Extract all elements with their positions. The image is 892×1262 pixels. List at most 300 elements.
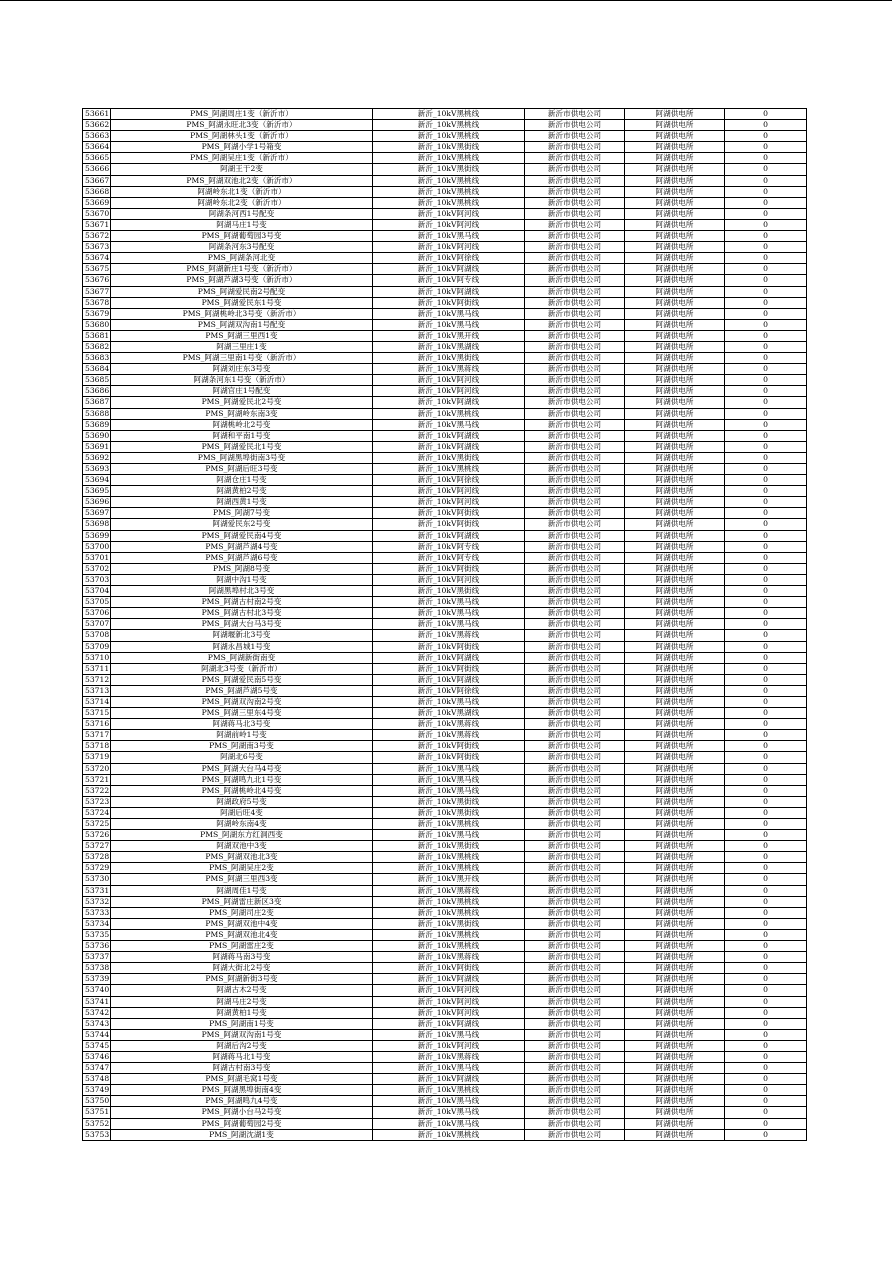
value-cell: 0 — [725, 586, 807, 597]
station-cell: 阿湖供电所 — [625, 763, 725, 774]
row-id-cell: 53725 — [83, 819, 111, 830]
value-cell: 0 — [725, 1129, 807, 1140]
row-id-cell: 53682 — [83, 341, 111, 352]
value-cell: 0 — [725, 364, 807, 375]
company-cell: 新沂市供电公司 — [525, 863, 625, 874]
feeder-line-cell: 新沂_10kV阿河线 — [373, 375, 525, 386]
feeder-line-cell: 新沂_10kV阿河线 — [373, 1007, 525, 1018]
table-row — [83, 841, 807, 852]
value-cell: 0 — [725, 264, 807, 275]
transformer-name-cell: 阿湖双池中3变 — [111, 841, 373, 852]
station-cell: 阿湖供电所 — [625, 985, 725, 996]
company-cell: 新沂市供电公司 — [525, 741, 625, 752]
value-cell: 0 — [725, 541, 807, 552]
table-row — [83, 430, 807, 441]
table-row — [83, 530, 807, 541]
transformer-name-cell: PMS_阿湖雷庄新区3变 — [111, 896, 373, 907]
value-cell: 0 — [725, 386, 807, 397]
company-cell: 新沂市供电公司 — [525, 164, 625, 175]
value-cell: 0 — [725, 1007, 807, 1018]
row-id-cell: 53698 — [83, 519, 111, 530]
feeder-line-cell: 新沂_10kV阿徐线 — [373, 685, 525, 696]
table-row — [83, 785, 807, 796]
row-id-cell: 53674 — [83, 253, 111, 264]
company-cell: 新沂市供电公司 — [525, 663, 625, 674]
row-id-cell: 53701 — [83, 552, 111, 563]
value-cell: 0 — [725, 231, 807, 242]
transformer-name-cell: PMS_阿湖芦湖6号变 — [111, 552, 373, 563]
row-id-cell: 53717 — [83, 730, 111, 741]
company-cell: 新沂市供电公司 — [525, 830, 625, 841]
transformer-name-cell: PMS_阿湖芦湖4号变 — [111, 541, 373, 552]
transformer-name-cell: 阿湖蒋马北1号变 — [111, 1051, 373, 1062]
transformer-name-cell: 阿湖黄柏2号变 — [111, 486, 373, 497]
transformer-name-cell: PMS_阿湖鸣九北1号变 — [111, 774, 373, 785]
transformer-name-cell: 阿湖古村南3号变 — [111, 1063, 373, 1074]
company-cell: 新沂市供电公司 — [525, 907, 625, 918]
station-cell: 阿湖供电所 — [625, 952, 725, 963]
transformer-name-cell: PMS_阿湖桃岭北3号变（新沂市） — [111, 308, 373, 319]
transformer-name-cell: 阿湖岭东北2变（新沂市） — [111, 197, 373, 208]
value-cell: 0 — [725, 896, 807, 907]
company-cell: 新沂市供电公司 — [525, 1074, 625, 1085]
station-cell: 阿湖供电所 — [625, 663, 725, 674]
value-cell: 0 — [725, 974, 807, 985]
value-cell: 0 — [725, 641, 807, 652]
table-row — [83, 219, 807, 230]
company-cell: 新沂市供电公司 — [525, 253, 625, 264]
feeder-line-cell: 新沂_10kV阿河线 — [373, 208, 525, 219]
table-row — [83, 231, 807, 242]
station-cell: 阿湖供电所 — [625, 430, 725, 441]
feeder-line-cell: 新沂_10kV黑桃线 — [373, 907, 525, 918]
station-cell: 阿湖供电所 — [625, 1007, 725, 1018]
feeder-line-cell: 新沂_10kV阿湖线 — [373, 430, 525, 441]
transformer-name-cell: PMS_阿湖林头1变（新沂市） — [111, 131, 373, 142]
feeder-line-cell: 新沂_10kV黑马线 — [373, 785, 525, 796]
station-cell: 阿湖供电所 — [625, 929, 725, 940]
transformer-name-cell: PMS_阿湖岭东南3变 — [111, 408, 373, 419]
table-row — [83, 586, 807, 597]
table-row — [83, 974, 807, 985]
value-cell: 0 — [725, 308, 807, 319]
value-cell: 0 — [725, 286, 807, 297]
transformer-name-cell: PMS_阿湖条河北变 — [111, 253, 373, 264]
station-cell: 阿湖供电所 — [625, 419, 725, 430]
transformer-name-cell: PMS_阿湖吴庄1变（新沂市） — [111, 153, 373, 164]
transformer-name-cell: 阿湖大街北2号变 — [111, 963, 373, 974]
feeder-line-cell: 新沂_10kV黑街线 — [373, 452, 525, 463]
company-cell: 新沂市供电公司 — [525, 197, 625, 208]
station-cell: 阿湖供电所 — [625, 253, 725, 264]
company-cell: 新沂市供电公司 — [525, 785, 625, 796]
value-cell: 0 — [725, 1107, 807, 1118]
table-row — [83, 1107, 807, 1118]
row-id-cell: 53753 — [83, 1129, 111, 1140]
value-cell: 0 — [725, 452, 807, 463]
company-cell: 新沂市供电公司 — [525, 1018, 625, 1029]
table-row — [83, 319, 807, 330]
substation-table — [82, 108, 807, 1141]
value-cell: 0 — [725, 619, 807, 630]
value-cell: 0 — [725, 530, 807, 541]
station-cell: 阿湖供电所 — [625, 475, 725, 486]
table-row — [83, 719, 807, 730]
feeder-line-cell: 新沂_10kV黑桃线 — [373, 819, 525, 830]
value-cell: 0 — [725, 441, 807, 452]
feeder-line-cell: 新沂_10kV黑马线 — [373, 608, 525, 619]
feeder-line-cell: 新沂_10kV黑街线 — [373, 807, 525, 818]
feeder-line-cell: 新沂_10kV黑马线 — [373, 1107, 525, 1118]
value-cell: 0 — [725, 319, 807, 330]
value-cell: 0 — [725, 186, 807, 197]
transformer-name-cell: 阿湖北3号变（新沂市） — [111, 663, 373, 674]
feeder-line-cell: 新沂_10kV阿湖线 — [373, 530, 525, 541]
feeder-line-cell: 新沂_10kV黑桃线 — [373, 186, 525, 197]
table-row — [83, 1018, 807, 1029]
value-cell: 0 — [725, 508, 807, 519]
feeder-line-cell: 新沂_10kV阿街线 — [373, 563, 525, 574]
table-row — [83, 563, 807, 574]
station-cell: 阿湖供电所 — [625, 109, 725, 120]
station-cell: 阿湖供电所 — [625, 464, 725, 475]
value-cell: 0 — [725, 419, 807, 430]
station-cell: 阿湖供电所 — [625, 1051, 725, 1062]
table-row — [83, 397, 807, 408]
feeder-line-cell: 新沂_10kV阿河线 — [373, 497, 525, 508]
transformer-name-cell: 阿湖北6号变 — [111, 752, 373, 763]
transformer-name-cell: 阿湖马庄1号变 — [111, 219, 373, 230]
feeder-line-cell: 新沂_10kV黑蒋线 — [373, 630, 525, 641]
row-id-cell: 53661 — [83, 109, 111, 120]
table-row — [83, 807, 807, 818]
transformer-name-cell: 阿湖前岭1号变 — [111, 730, 373, 741]
feeder-line-cell: 新沂_10kV黑马线 — [373, 774, 525, 785]
table-row — [83, 330, 807, 341]
row-id-cell: 53670 — [83, 208, 111, 219]
value-cell: 0 — [725, 685, 807, 696]
value-cell: 0 — [725, 397, 807, 408]
company-cell: 新沂市供电公司 — [525, 109, 625, 120]
transformer-name-cell: PMS_阿湖双沟南2号变 — [111, 696, 373, 707]
station-cell: 阿湖供电所 — [625, 341, 725, 352]
feeder-line-cell: 新沂_10kV阿湖线 — [373, 652, 525, 663]
value-cell: 0 — [725, 153, 807, 164]
feeder-line-cell: 新沂_10kV黑马线 — [373, 597, 525, 608]
row-id-cell: 53689 — [83, 419, 111, 430]
feeder-line-cell: 新沂_10kV阿专线 — [373, 275, 525, 286]
company-cell: 新沂市供电公司 — [525, 142, 625, 153]
row-id-cell: 53714 — [83, 696, 111, 707]
row-id-cell: 53667 — [83, 175, 111, 186]
transformer-name-cell: PMS_阿湖新庄1号变（新沂市） — [111, 264, 373, 275]
station-cell: 阿湖供电所 — [625, 441, 725, 452]
company-cell: 新沂市供电公司 — [525, 530, 625, 541]
transformer-name-cell: PMS_阿湖芦湖5号变 — [111, 685, 373, 696]
transformer-name-cell: PMS_阿湖吴庄2变 — [111, 863, 373, 874]
table-row — [83, 796, 807, 807]
table-row — [83, 541, 807, 552]
table-row — [83, 441, 807, 452]
station-cell: 阿湖供电所 — [625, 830, 725, 841]
feeder-line-cell: 新沂_10kV黑桃线 — [373, 131, 525, 142]
company-cell: 新沂市供电公司 — [525, 1051, 625, 1062]
station-cell: 阿湖供电所 — [625, 774, 725, 785]
feeder-line-cell: 新沂_10kV黑桃线 — [373, 197, 525, 208]
table-row — [83, 186, 807, 197]
company-cell: 新沂市供电公司 — [525, 208, 625, 219]
feeder-line-cell: 新沂_10kV黑湖线 — [373, 708, 525, 719]
row-id-cell: 53707 — [83, 619, 111, 630]
company-cell: 新沂市供电公司 — [525, 364, 625, 375]
station-cell: 阿湖供电所 — [625, 153, 725, 164]
row-id-cell: 53740 — [83, 985, 111, 996]
company-cell: 新沂市供电公司 — [525, 264, 625, 275]
station-cell: 阿湖供电所 — [625, 397, 725, 408]
company-cell: 新沂市供电公司 — [525, 441, 625, 452]
station-cell: 阿湖供电所 — [625, 319, 725, 330]
value-cell: 0 — [725, 430, 807, 441]
table-row — [83, 630, 807, 641]
row-id-cell: 53727 — [83, 841, 111, 852]
station-cell: 阿湖供电所 — [625, 796, 725, 807]
transformer-name-cell: PMS_阿湖永旺北3变（新沂市） — [111, 120, 373, 131]
company-cell: 新沂市供电公司 — [525, 475, 625, 486]
row-id-cell: 53699 — [83, 530, 111, 541]
feeder-line-cell: 新沂_10kV黑街线 — [373, 142, 525, 153]
station-cell: 阿湖供电所 — [625, 208, 725, 219]
station-cell: 阿湖供电所 — [625, 608, 725, 619]
table-row — [83, 663, 807, 674]
feeder-line-cell: 新沂_10kV阿湖线 — [373, 1018, 525, 1029]
row-id-cell: 53677 — [83, 286, 111, 297]
company-cell: 新沂市供电公司 — [525, 120, 625, 131]
table-row — [83, 1063, 807, 1074]
transformer-name-cell: PMS_阿湖三里南1号变（新沂市） — [111, 353, 373, 364]
table-row — [83, 963, 807, 974]
transformer-name-cell: 阿湖黑埠村北3号变 — [111, 586, 373, 597]
company-cell: 新沂市供电公司 — [525, 752, 625, 763]
company-cell: 新沂市供电公司 — [525, 464, 625, 475]
value-cell: 0 — [725, 841, 807, 852]
row-id-cell: 53722 — [83, 785, 111, 796]
company-cell: 新沂市供电公司 — [525, 652, 625, 663]
transformer-name-cell: PMS_阿湖爱民南2号配变 — [111, 286, 373, 297]
transformer-name-cell: 阿湖官庄1号配变 — [111, 386, 373, 397]
company-cell: 新沂市供电公司 — [525, 1118, 625, 1129]
feeder-line-cell: 新沂_10kV阿湖线 — [373, 974, 525, 985]
feeder-line-cell: 新沂_10kV阿街线 — [373, 641, 525, 652]
row-id-cell: 53676 — [83, 275, 111, 286]
feeder-line-cell: 新沂_10kV阿湖线 — [373, 397, 525, 408]
row-id-cell: 53665 — [83, 153, 111, 164]
feeder-line-cell: 新沂_10kV黑街线 — [373, 841, 525, 852]
table-row — [83, 1007, 807, 1018]
row-id-cell: 53743 — [83, 1018, 111, 1029]
feeder-line-cell: 新沂_10kV阿街线 — [373, 963, 525, 974]
feeder-line-cell: 新沂_10kV黑蒋线 — [373, 719, 525, 730]
row-id-cell: 53715 — [83, 708, 111, 719]
feeder-line-cell: 新沂_10kV黑马线 — [373, 696, 525, 707]
row-id-cell: 53736 — [83, 941, 111, 952]
row-id-cell: 53747 — [83, 1063, 111, 1074]
row-id-cell: 53692 — [83, 452, 111, 463]
row-id-cell: 53708 — [83, 630, 111, 641]
feeder-line-cell: 新沂_10kV黑桃线 — [373, 1085, 525, 1096]
row-id-cell: 53741 — [83, 996, 111, 1007]
transformer-name-cell: 阿湖岭东南4变 — [111, 819, 373, 830]
company-cell: 新沂市供电公司 — [525, 952, 625, 963]
feeder-line-cell: 新沂_10kV黑桃线 — [373, 929, 525, 940]
company-cell: 新沂市供电公司 — [525, 275, 625, 286]
company-cell: 新沂市供电公司 — [525, 974, 625, 985]
transformer-name-cell: 阿湖条河东1号变（新沂市） — [111, 375, 373, 386]
value-cell: 0 — [725, 275, 807, 286]
value-cell: 0 — [725, 242, 807, 253]
feeder-line-cell: 新沂_10kV阿湖线 — [373, 264, 525, 275]
feeder-line-cell: 新沂_10kV黑马线 — [373, 763, 525, 774]
value-cell: 0 — [725, 1018, 807, 1029]
table-body — [83, 109, 807, 1141]
table-row — [83, 197, 807, 208]
value-cell: 0 — [725, 1085, 807, 1096]
station-cell: 阿湖供电所 — [625, 807, 725, 818]
station-cell: 阿湖供电所 — [625, 730, 725, 741]
table-row — [83, 308, 807, 319]
value-cell: 0 — [725, 708, 807, 719]
station-cell: 阿湖供电所 — [625, 1096, 725, 1107]
company-cell: 新沂市供电公司 — [525, 574, 625, 585]
company-cell: 新沂市供电公司 — [525, 353, 625, 364]
table-row — [83, 508, 807, 519]
row-id-cell: 53720 — [83, 763, 111, 774]
row-id-cell: 53742 — [83, 1007, 111, 1018]
transformer-name-cell: PMS_阿湖爱民北1号变 — [111, 441, 373, 452]
table-row — [83, 497, 807, 508]
row-id-cell: 53718 — [83, 741, 111, 752]
table-row — [83, 852, 807, 863]
table-row — [83, 164, 807, 175]
company-cell: 新沂市供电公司 — [525, 375, 625, 386]
company-cell: 新沂市供电公司 — [525, 563, 625, 574]
station-cell: 阿湖供电所 — [625, 375, 725, 386]
row-id-cell: 53750 — [83, 1096, 111, 1107]
table-row — [83, 741, 807, 752]
feeder-line-cell: 新沂_10kV黑桃线 — [373, 109, 525, 120]
company-cell: 新沂市供电公司 — [525, 630, 625, 641]
transformer-name-cell: PMS_阿湖葡萄园2号变 — [111, 1118, 373, 1129]
company-cell: 新沂市供电公司 — [525, 896, 625, 907]
feeder-line-cell: 新沂_10kV黑马线 — [373, 1063, 525, 1074]
row-id-cell: 53684 — [83, 364, 111, 375]
value-cell: 0 — [725, 796, 807, 807]
value-cell: 0 — [725, 763, 807, 774]
station-cell: 阿湖供电所 — [625, 186, 725, 197]
company-cell: 新沂市供电公司 — [525, 918, 625, 929]
table-row — [83, 685, 807, 696]
transformer-name-cell: PMS_阿湖双沟南1号配变 — [111, 319, 373, 330]
company-cell: 新沂市供电公司 — [525, 608, 625, 619]
station-cell: 阿湖供电所 — [625, 708, 725, 719]
row-id-cell: 53735 — [83, 929, 111, 940]
station-cell: 阿湖供电所 — [625, 841, 725, 852]
table-row — [83, 1118, 807, 1129]
company-cell: 新沂市供电公司 — [525, 807, 625, 818]
feeder-line-cell: 新沂_10kV黑马线 — [373, 1029, 525, 1040]
table-row — [83, 153, 807, 164]
row-id-cell: 53703 — [83, 574, 111, 585]
transformer-name-cell: PMS_阿湖大台马4号变 — [111, 763, 373, 774]
company-cell: 新沂市供电公司 — [525, 552, 625, 563]
table-row — [83, 619, 807, 630]
value-cell: 0 — [725, 929, 807, 940]
value-cell: 0 — [725, 863, 807, 874]
value-cell: 0 — [725, 497, 807, 508]
company-cell: 新沂市供电公司 — [525, 242, 625, 253]
station-cell: 阿湖供电所 — [625, 863, 725, 874]
row-id-cell: 53749 — [83, 1085, 111, 1096]
value-cell: 0 — [725, 475, 807, 486]
company-cell: 新沂市供电公司 — [525, 1040, 625, 1051]
transformer-name-cell: 阿湖政府5号变 — [111, 796, 373, 807]
table-row — [83, 519, 807, 530]
table-row — [83, 1129, 807, 1140]
transformer-name-cell: PMS_阿湖南1号变 — [111, 1018, 373, 1029]
transformer-name-cell: 阿湖蒋马北3号变 — [111, 719, 373, 730]
feeder-line-cell: 新沂_10kV阿徐线 — [373, 253, 525, 264]
row-id-cell: 53662 — [83, 120, 111, 131]
table-row — [83, 142, 807, 153]
company-cell: 新沂市供电公司 — [525, 719, 625, 730]
table-row — [83, 763, 807, 774]
table-row — [83, 952, 807, 963]
transformer-name-cell: PMS_阿湖7号变 — [111, 508, 373, 519]
company-cell: 新沂市供电公司 — [525, 763, 625, 774]
feeder-line-cell: 新沂_10kV黑桃线 — [373, 896, 525, 907]
transformer-name-cell: PMS_阿湖大台马3号变 — [111, 619, 373, 630]
feeder-line-cell: 新沂_10kV黑马线 — [373, 1118, 525, 1129]
table-row — [83, 297, 807, 308]
row-id-cell: 53679 — [83, 308, 111, 319]
value-cell: 0 — [725, 486, 807, 497]
value-cell: 0 — [725, 963, 807, 974]
feeder-line-cell: 新沂_10kV黑街线 — [373, 918, 525, 929]
station-cell: 阿湖供电所 — [625, 353, 725, 364]
feeder-line-cell: 新沂_10kV阿街线 — [373, 752, 525, 763]
company-cell: 新沂市供电公司 — [525, 286, 625, 297]
feeder-line-cell: 新沂_10kV黑桃线 — [373, 120, 525, 131]
row-id-cell: 53694 — [83, 475, 111, 486]
company-cell: 新沂市供电公司 — [525, 131, 625, 142]
row-id-cell: 53702 — [83, 563, 111, 574]
company-cell: 新沂市供电公司 — [525, 497, 625, 508]
row-id-cell: 53711 — [83, 663, 111, 674]
company-cell: 新沂市供电公司 — [525, 885, 625, 896]
company-cell: 新沂市供电公司 — [525, 297, 625, 308]
table-row — [83, 918, 807, 929]
station-cell: 阿湖供电所 — [625, 896, 725, 907]
table-row — [83, 386, 807, 397]
table-row — [83, 730, 807, 741]
company-cell: 新沂市供电公司 — [525, 541, 625, 552]
table-row — [83, 364, 807, 375]
table-row — [83, 552, 807, 563]
table-row — [83, 1085, 807, 1096]
value-cell: 0 — [725, 752, 807, 763]
table-row — [83, 275, 807, 286]
company-cell: 新沂市供电公司 — [525, 696, 625, 707]
station-cell: 阿湖供电所 — [625, 685, 725, 696]
